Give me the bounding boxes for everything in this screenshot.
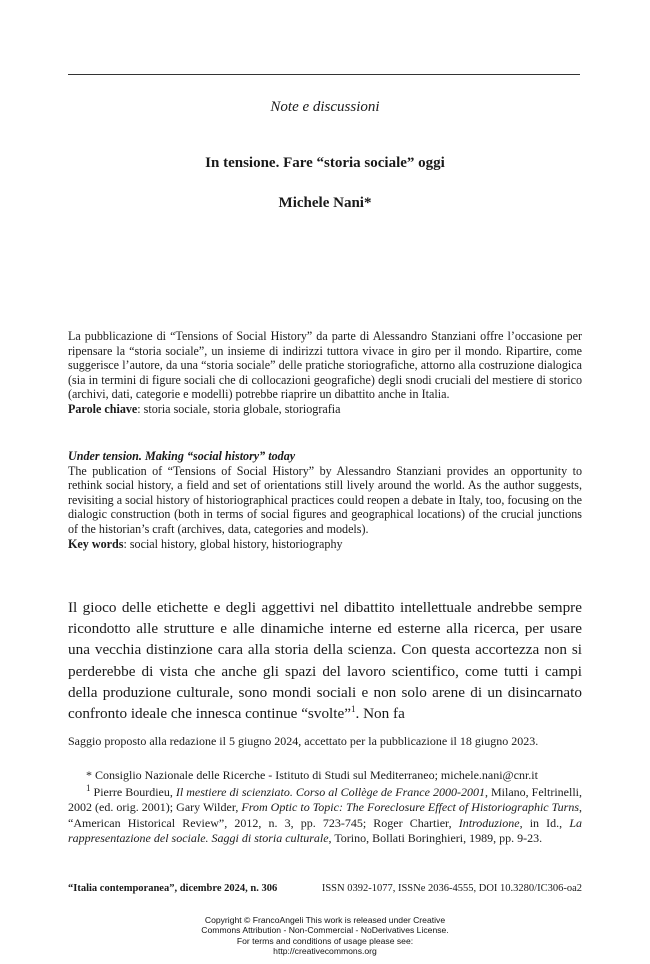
footnote-1 (68, 782, 583, 847)
keywords-italian-label: Parole chiave (68, 401, 138, 416)
body-paragraph (68, 597, 582, 724)
header-rule (68, 74, 580, 75)
footnote-1-text: , in Id., (519, 815, 570, 830)
terms-line: For terms and conditions of usage please see: (236, 935, 414, 946)
author-affiliation: * Consiglio Nazionale delle Ricerche - Istituto di Studi sul Mediterraneo; michele.nani@cnr.it (86, 768, 538, 782)
abstract-english-text: The publication of “Tensions of Social History” by Alessandro Stanziani provides an opportunity to rethink social history, a field and set of orientations still lively around the world. As the author suggests, revisiting a social history of historiographical practices could reopen a debate in Italy, too, focusing on the dialogic construction (both in terms of social figures and geographical locations) of the crucial junctions of the historian’s craft (archives, data, categories and models). (68, 463, 582, 536)
abstract-english-title: Under tension. Making “social history” today (68, 449, 296, 463)
section-heading: Note e discussioni (270, 99, 380, 115)
footnote-1-text: Pierre Bourdieu, (90, 784, 176, 799)
author-name: Michele Nani* (278, 195, 372, 211)
body-text: Il gioco delle etichette e degli aggettivi nel dibattito intellettuale andrebbe sempre ricondotto alle strutture e alle dinamiche interne ed esterne alla ricerca, per usare una vecchia distinzione cara alla storia della scienza. Con questa accortezza non si perderebbe di vista che anche gli spazi del lavoro scientifico, come tutti i campi della produzione culturale, sono mondi sociali e non solo arene di un disincarnato confronto ideale che innesca continue “svolte” (68, 599, 582, 723)
submission-note: Saggio proposto alla redazione il 5 giugno 2024, accettato per la pubblicazione il 18 giugno 2023. (68, 734, 539, 748)
article-title: In tensione. Fare “storia sociale” oggi (205, 155, 445, 171)
journal-citation: “Italia contemporanea”, dicembre 2024, n. 306 (68, 883, 278, 894)
license-link[interactable]: http://creativecommons.org (273, 946, 377, 957)
license-line: Commons Attribution - Non-Commercial - NoDerivatives License. (201, 925, 449, 936)
body-text-tail: . Non fa (355, 705, 405, 723)
footnote-1-work-title: La rappresentazione del sociale. Saggi di storia culturale (68, 815, 582, 846)
copyright-line: Copyright © FrancoAngeli This work is released under Creative (204, 915, 446, 925)
footnote-1-work-title: Il mestiere di scienziato. Corso al Collège de France 2000-2001 (175, 784, 485, 799)
keywords-english (68, 537, 582, 552)
abstract-italian-text: La pubblicazione di “Tensions of Social History” da parte di Alessandro Stanziani offre l’occasione per ripensare la “storia sociale”, un insieme di indirizzi tuttora vivace in giro per il mondo. Ripartire, come suggerisce l’autore, da una “storia sociale” delle pratiche storiografiche, attorno alla costruzione dialogica (sia in termini di figure sociali che di collocazioni geografiche) degli snodi cruciali del mestiere di storico (archivi, dati, categorie e modelli) potrebbe riaprire un dibattito anche in Italia. (68, 329, 582, 402)
issn-doi: ISSN 0392-1077, ISSNe 2036-4555, DOI 10.3280/IC306-oa2 (321, 883, 582, 894)
keywords-italian-values: : storia sociale, storia globale, storiografia (137, 401, 341, 416)
keywords-italian (68, 402, 582, 417)
footnote-ref-1[interactable]: 1 (350, 703, 356, 714)
keywords-english-label: Key words (68, 536, 124, 551)
footnote-mark-1: 1 (86, 782, 91, 793)
footnote-1-work-title: From Optic to Topic: The Foreclosure Effect of Historiographic Turns (241, 800, 580, 815)
footnote-1-text: , “American Historical Review”, 2012, n. 3, pp. 723-745; Roger Chartier, (68, 800, 583, 830)
copyright-notice (0, 915, 650, 957)
footnote-1-work-title: Introduzione (458, 815, 520, 830)
footnotes (68, 768, 582, 848)
abstract-italian (68, 329, 582, 417)
footnote-1-text: , Milano, Feltrinelli, 2002 (ed. orig. 2001); Gary Wilder, (68, 784, 583, 815)
footnote-1-text: , Torino, Bollati Boringhieri, 1989, pp. 9-23. (328, 831, 543, 846)
abstract-english (68, 449, 582, 551)
keywords-english-values: : social history, global history, historiography (123, 536, 343, 551)
